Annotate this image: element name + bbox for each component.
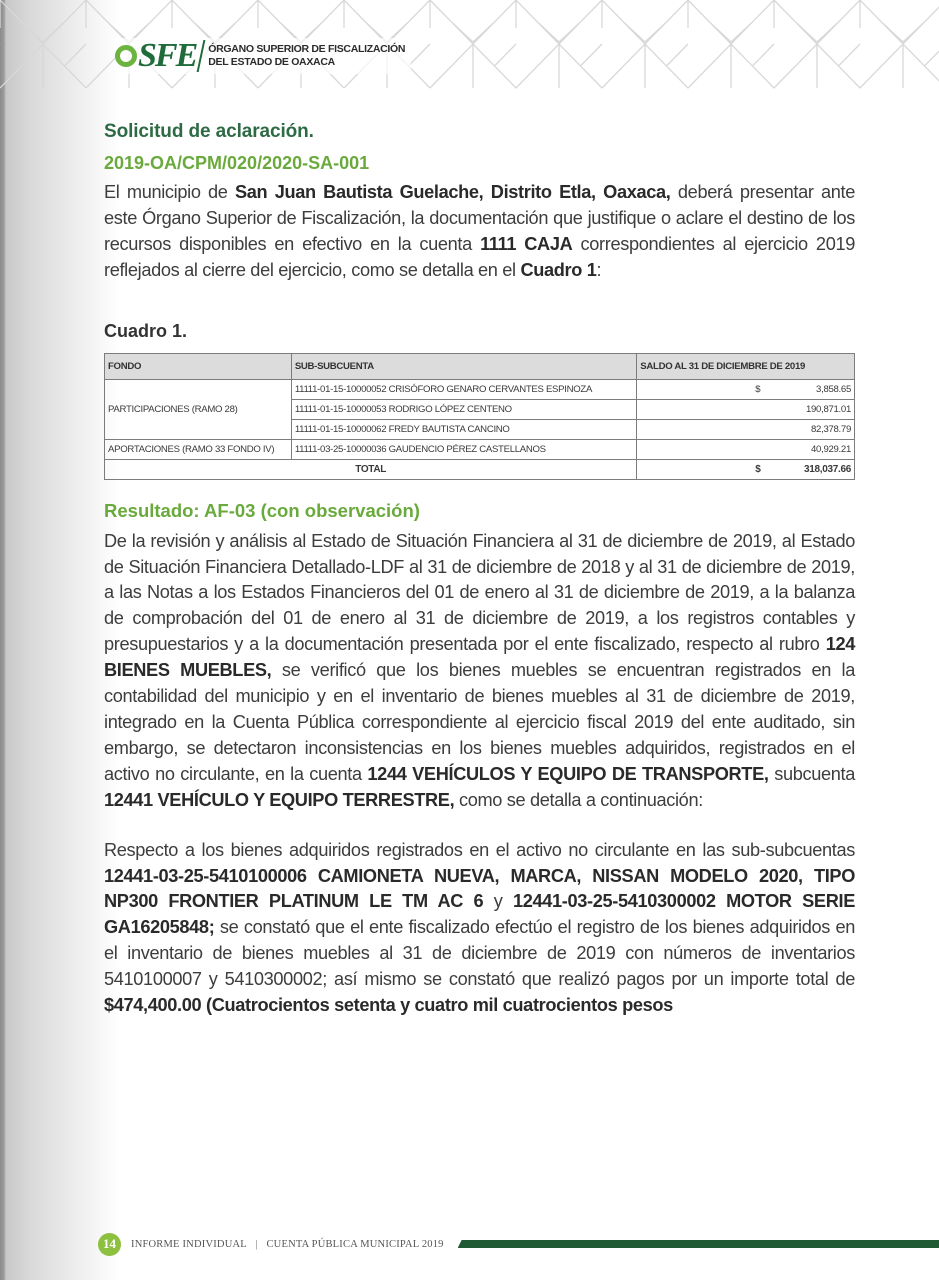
total-value: 318,037.66	[803, 463, 851, 475]
currency-symbol: $	[755, 383, 761, 395]
amount-ref: $474,400.00 (Cuatrocientos setenta y cuatro mil cuatrocientos pesos	[104, 995, 673, 1016]
account-ref: 1111 CAJA	[480, 233, 573, 254]
subcuenta-cell: 11111-01-15-10000062 FREDY BAUTISTA CANCINO	[291, 419, 636, 439]
saldo-cell	[637, 399, 855, 419]
footer-separator: |	[255, 1238, 258, 1250]
saldo-value: 40,929.21	[811, 443, 851, 455]
saldo-cell	[637, 379, 855, 399]
text: correspondientes al ejercicio 2019 reflejados al cierre del ejercicio, como se detalla en el	[104, 233, 855, 280]
header-subsubcuenta: SUB-SUBCUENTA	[291, 353, 636, 379]
logo-ring-icon	[115, 45, 137, 67]
table-title: Cuadro 1.	[104, 320, 188, 341]
paragraph-resultado	[104, 529, 855, 814]
result-title: Resultado: AF-03 (con observación)	[104, 499, 420, 521]
saldo-value: 190,871.01	[805, 403, 851, 415]
saldo-cell	[637, 419, 855, 439]
text: subcuenta	[768, 763, 855, 784]
logo-letters: SFE	[138, 37, 197, 74]
osfe-logo	[115, 38, 411, 74]
logo-divider	[197, 40, 206, 72]
logo-mark	[115, 39, 196, 73]
section-code: 2019-OA/CPM/020/2020-SA-001	[104, 153, 370, 173]
subcuenta-cell: 11111-01-15-10000053 RODRIGO LÓPEZ CENTENO	[291, 399, 636, 419]
footer-right-text: CUENTA PÚBLICA MUNICIPAL 2019	[266, 1238, 444, 1250]
fondo-cell: PARTICIPACIONES (RAMO 28)	[105, 379, 292, 439]
municipio-name: San Juan Bautista Guelache, Distrito Etla, Oaxaca,	[234, 182, 671, 202]
text: De la revisión y análisis al Estado de Situación Financiera al 31 de diciembre de 2019, al Estado de Situación Financiera Detallado-LDF al 31 de diciembre de 2018 y al 31 de diciembre de 2019, a las Notas a los Estados Financieros del 01 de enero al 31 de diciembre de 2019, a la balanza de comprobación del 01 de enero al 31 de diciembre de 2019, a los registros contables y presupuestarios y a la documentación presentada por el ente fiscalizado, respecto al rubro	[104, 530, 855, 655]
text: :	[596, 259, 602, 280]
saldo-cell	[637, 439, 855, 459]
saldo-value: 3,858.65	[816, 383, 851, 395]
table-row	[105, 439, 855, 459]
subsubcuenta-ref-1: 12441-03-25-5410100006 CAMIONETA NUEVA, MARCA, NISSAN MODELO 2020, TIPO NP300 FRONTIER PLATINUM LE TM AC 6	[104, 865, 855, 912]
footer-left-text: INFORME INDIVIDUAL	[131, 1238, 247, 1250]
footer-text	[131, 1239, 444, 1250]
org-name-line1: ÓRGANO SUPERIOR DE FISCALIZACIÓN	[208, 43, 406, 55]
cuadro-1-table	[104, 353, 855, 480]
page-number-badge: 14	[98, 1233, 121, 1256]
currency-symbol: $	[755, 463, 761, 475]
header-fondo: FONDO	[105, 353, 292, 379]
rubro-ref: 124 BIENES MUEBLES,	[104, 634, 855, 681]
table-row	[105, 379, 855, 399]
section-title: Solicitud de aclaración.	[104, 121, 314, 142]
subsubcuenta-ref-2: 12441-03-25-5410300002 MOTOR SERIE GA16205848;	[104, 891, 855, 938]
paragraph-bienes	[104, 838, 855, 1019]
footer-bar	[458, 1240, 939, 1248]
fondo-cell: APORTACIONES (RAMO 33 FONDO IV)	[105, 439, 292, 459]
org-name	[208, 43, 405, 69]
total-row	[105, 459, 855, 479]
page-footer	[98, 1233, 939, 1255]
text: se verificó que los bienes muebles se encuentran registrados en la contabilidad del municipio y en el inventario de bienes muebles al 31 de diciembre de 2019, integrado en la Cuenta Pública correspondiente al ejercicio fiscal 2019 del ente auditado, sin embargo, se detectaron inconsistencias en los bienes muebles adquiridos, registrados en el activo no circulante, en la cuenta	[104, 660, 855, 784]
saldo-value: 82,378.79	[811, 423, 851, 435]
text: y	[483, 891, 513, 912]
paragraph-solicitud	[104, 180, 855, 284]
page-fold-shadow	[0, 0, 120, 1280]
table-header-row	[105, 353, 855, 379]
header-saldo: SALDO AL 31 DE DICIEMBRE DE 2019	[637, 353, 855, 379]
org-name-line2: DEL ESTADO DE OAXACA	[208, 56, 335, 68]
text: Respecto a los bienes adquiridos registrados en el activo no circulante en las sub-subcuentas	[104, 839, 855, 860]
subcuenta-cell: 11111-01-15-10000052 CRISÓFORO GENARO CERVANTES ESPINOZA	[291, 379, 636, 399]
cuenta-ref: 1244 VEHÍCULOS Y EQUIPO DE TRANSPORTE,	[367, 763, 769, 784]
table-ref: Cuadro 1	[520, 259, 597, 280]
text: como se detalla a continuación:	[454, 789, 703, 810]
text: deberá presentar ante este Órgano Superior de Fiscalización, la documentación que justifique o aclare el destino de los recursos disponibles en efectivo en la cuenta	[104, 182, 855, 254]
subcuenta-ref: 12441 VEHÍCULO Y EQUIPO TERRESTRE,	[104, 789, 455, 810]
document-body	[104, 118, 855, 1019]
text: se constató que el ente fiscalizado efectúo el registro de los bienes adquiridos en el inventario de bienes muebles al 31 de diciembre de 2019 con números de inventarios 5410100007 y 5410300002; así mismo se constató que realizó pagos por un importe total de	[104, 917, 855, 990]
total-cell	[637, 459, 855, 479]
text: El municipio de	[104, 182, 235, 202]
subcuenta-cell: 11111-03-25-10000036 GAUDENCIO PÉREZ CASTELLANOS	[291, 439, 636, 459]
total-label: TOTAL	[105, 459, 637, 479]
